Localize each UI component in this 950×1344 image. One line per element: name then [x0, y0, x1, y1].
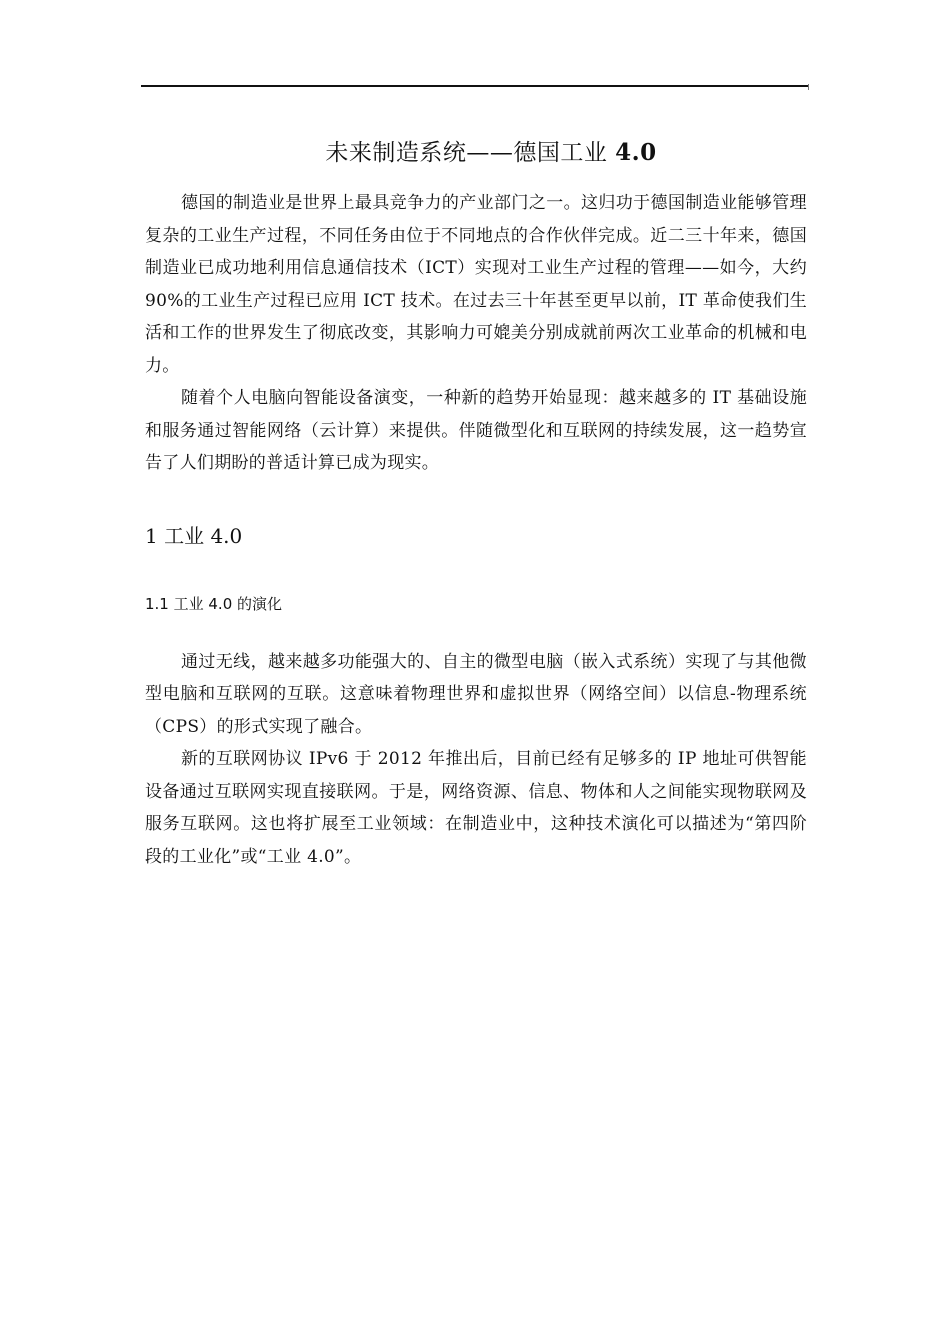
document-title	[145, 134, 807, 172]
intro-paragraph-2: 随着个人电脑向智能设备演变，一种新的趋势开始显现：越来越多的 IT 基础设施和服务通过智能网络（云计算）来提供。伴随微型化和互联网的持续发展，这一趋势宣告了人们期盼的普适计算已成为现实。	[145, 388, 807, 473]
header-rule	[141, 85, 808, 87]
intro-section	[145, 187, 807, 480]
subsection-heading: 1.1 工业 4.0 的演化	[145, 594, 283, 613]
intro-paragraph-1: 德国的制造业是世界上最具竞争力的产业部门之一。这归功于德国制造业能够管理复杂的工业生产过程，不同任务由位于不同地点的合作伙伴完成。近二三十年来，德国制造业已成功地利用信息通信技术（ICT）实现对工业生产过程的管理——如今，大约 90%的工业生产过程已应用 ICT 技术。在过去三十年甚至更早以前，IT 革命使我们生活和工作的世界发生了彻底改变，其影响力可媲美分别成就前两次工业革命的机械和电力。	[145, 193, 807, 376]
header-rule-tick	[808, 84, 809, 90]
section-heading: 1 工业 4.0	[145, 523, 243, 548]
document-title-version: 4.0	[615, 139, 657, 166]
subsection-body	[145, 646, 807, 874]
document-title-text: 未来制造系统——德国工业	[325, 140, 616, 166]
subsection-paragraph-1: 通过无线，越来越多功能强大的、自主的微型电脑（嵌入式系统）实现了与其他微型电脑和互联网的互联。这意味着物理世界和虚拟世界（网络空间）以信息-物理系统（CPS）的形式实现了融合。	[145, 651, 807, 737]
subsection-paragraph-2: 新的互联网协议 IPv6 于 2012 年推出后，目前已经有足够多的 IP 地址可供智能设备通过互联网实现直接联网。于是，网络资源、信息、物体和人之间能实现物联网及服务互联网。这也将扩展至工业领域：在制造业中，这种技术演化可以描述为“第四阶段的工业化”或“工业 4.0”。	[145, 749, 807, 867]
document-body	[145, 134, 807, 873]
